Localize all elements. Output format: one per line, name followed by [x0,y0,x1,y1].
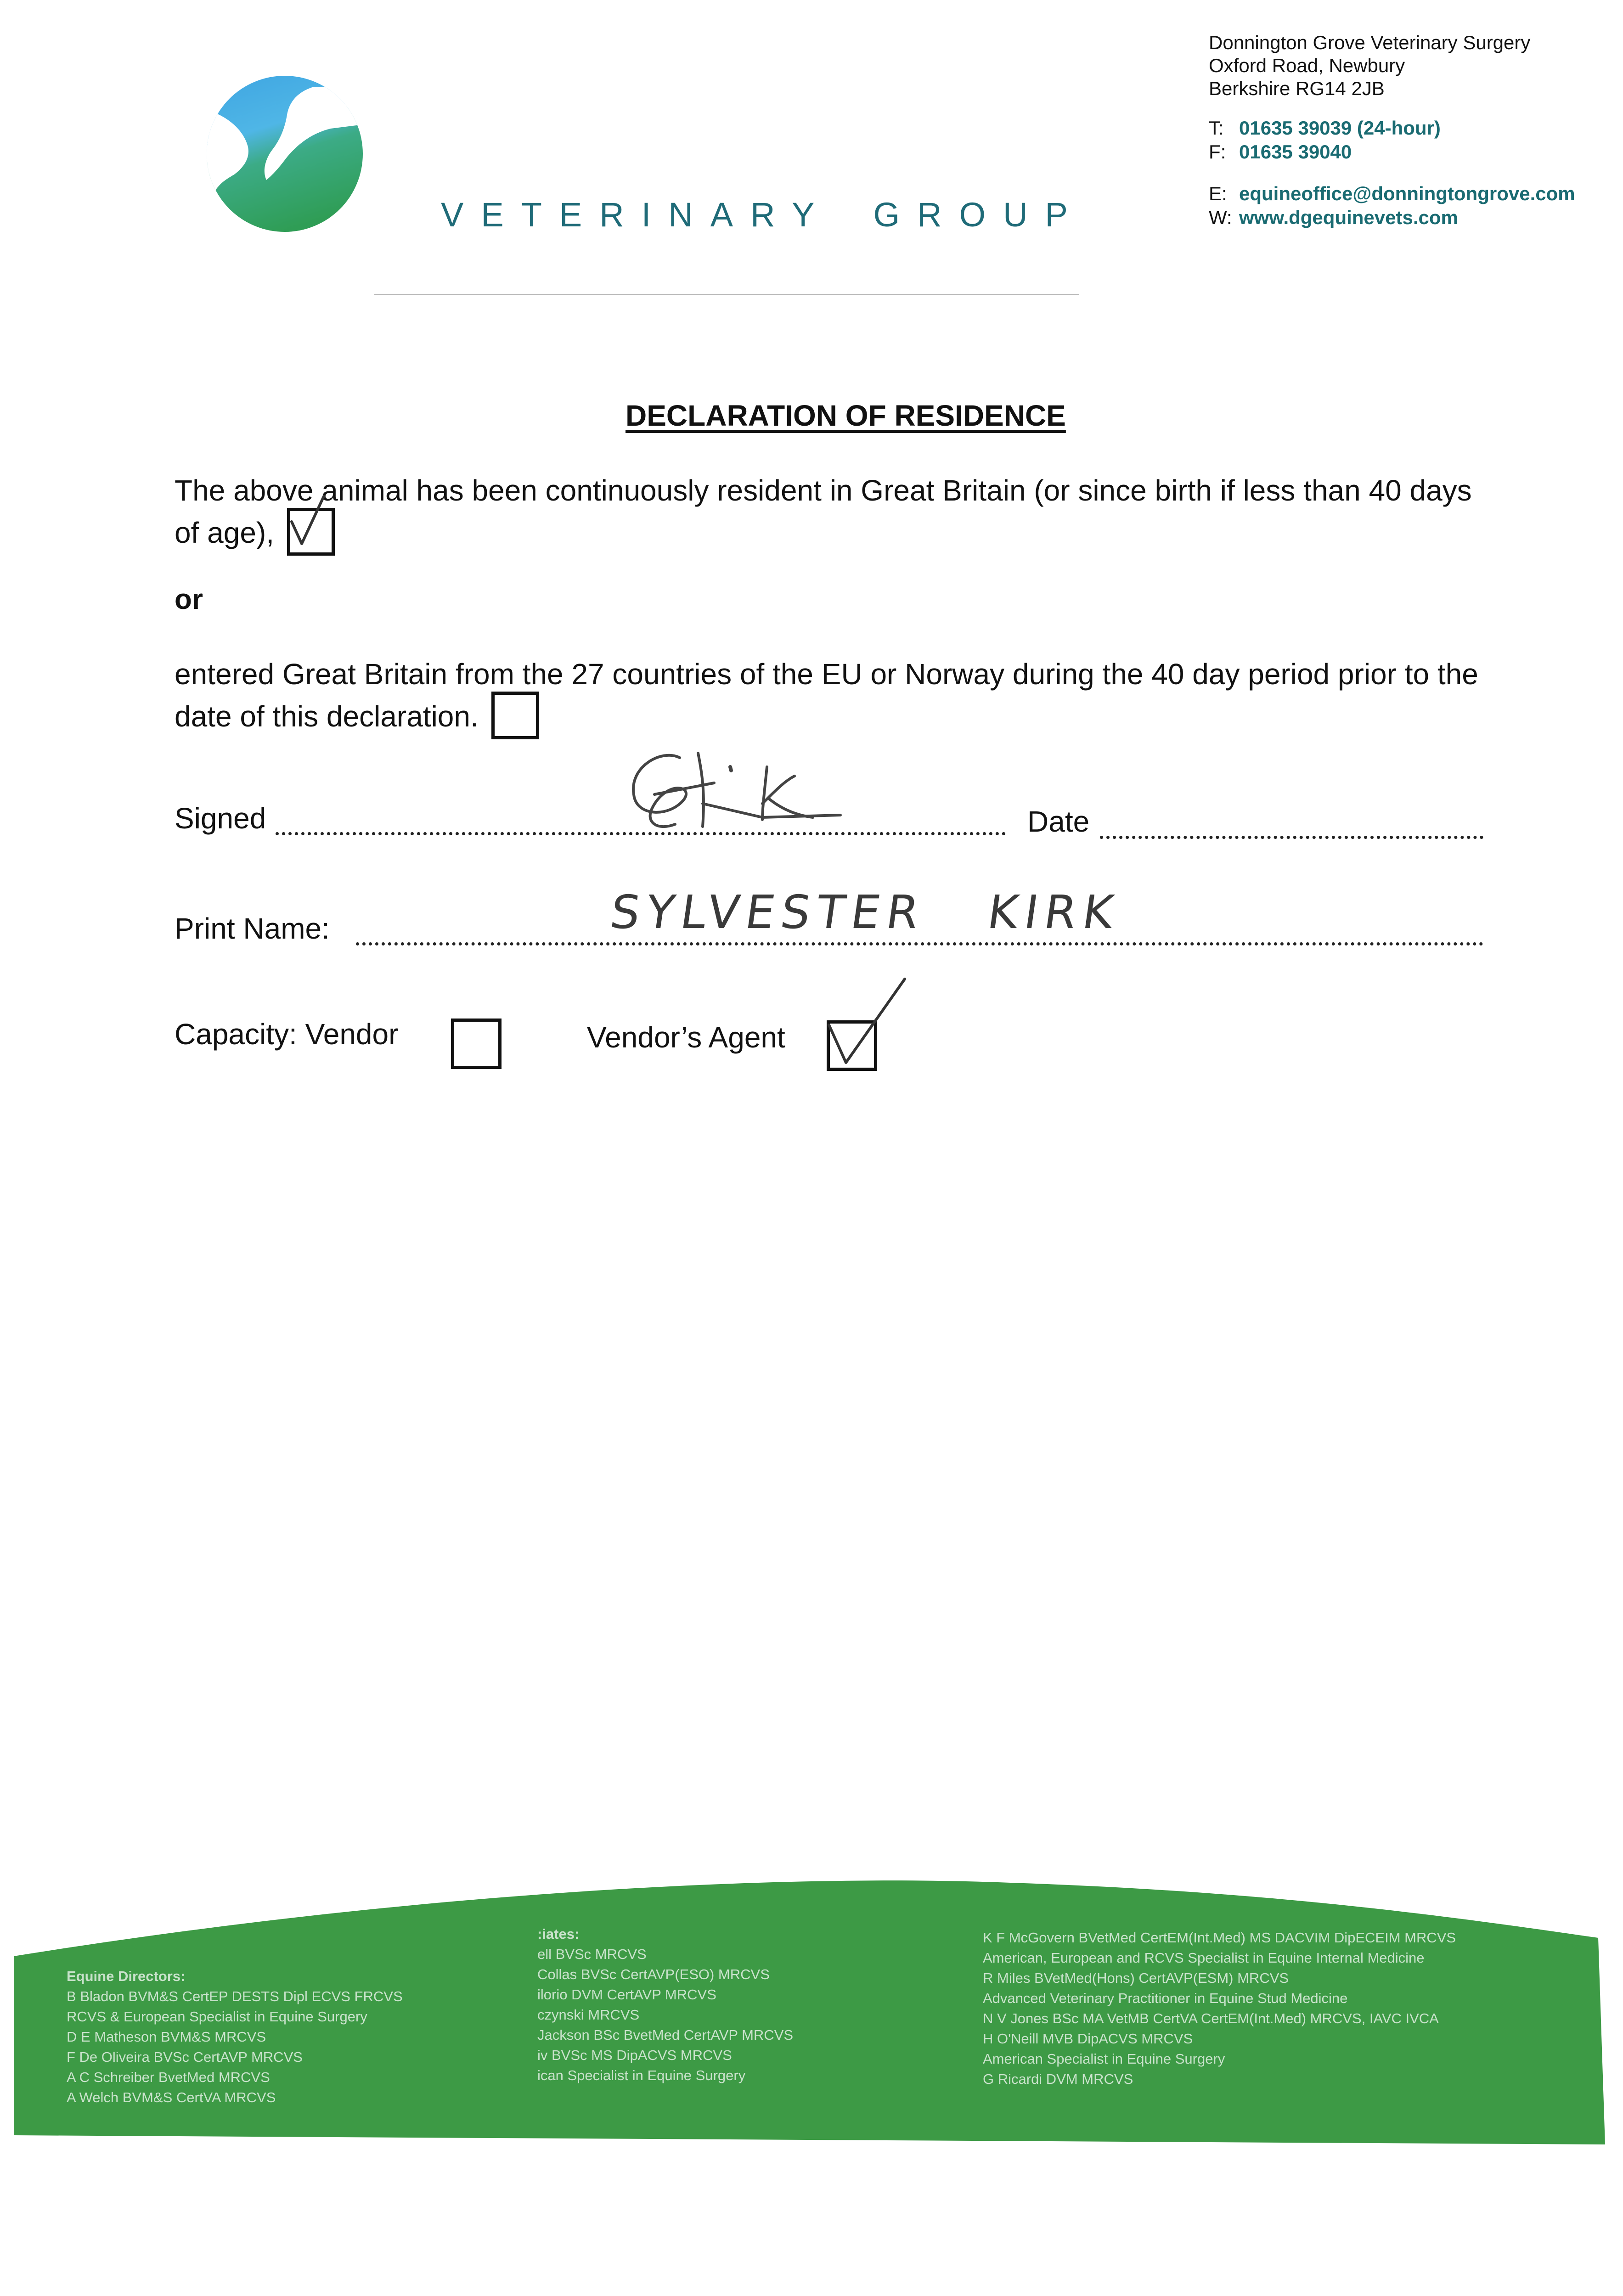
footer-directors-heading: Equine Directors: [67,1968,186,1984]
option-resident-checkbox[interactable] [287,508,335,556]
footer-associates-line: ican Specialist in Equine Surgery [537,2067,746,2083]
print-name-value: SYLVESTER KIRK [607,885,1123,939]
address-line-3: Berkshire RG14 2JB [1209,78,1385,99]
group-title [441,195,1085,234]
capacity-vendor-checkbox[interactable] [451,1019,502,1069]
checkmark-icon [827,1020,877,1071]
practice-address [1209,31,1530,100]
capacity-label: Capacity: Vendor [175,1018,399,1051]
footer-associates-line: ell BVSc MRCVS [537,1946,647,1962]
checkmark-icon [287,508,335,556]
footer-clinicians-line: H O'Neill MVB DipACVS MRCVS [983,2031,1193,2047]
vendors-agent-label: Vendor’s Agent [587,1021,785,1054]
option-resident-paragraph [175,473,1497,556]
footer-directors-line: A C Schreiber BvetMed MRCVS [67,2069,270,2085]
fax-row [1209,141,1352,163]
capacity-agent-checkbox[interactable] [827,1020,877,1071]
print-name-line[interactable] [356,942,1483,945]
address-line-2: Oxford Road, Newbury [1209,55,1405,76]
footer-clinicians-line: K F McGovern BVetMed CertEM(Int.Med) MS DACVIM DipECEIM MRCVS [983,1930,1456,1946]
website-row [1209,207,1458,229]
signed-label: Signed [175,802,266,835]
telephone-label: T: [1209,117,1224,139]
footer-associates [537,1924,793,2086]
footer-associates-line: Jackson BSc BvetMed CertAVP MRCVS [537,2027,794,2043]
footer-clinicians-line: G Ricardi DVM MRCVS [983,2071,1133,2087]
option-eu-paragraph [175,657,1497,739]
footer-associates-heading: :iates: [537,1926,580,1942]
footer-directors-line: F De Oliveira BVSc CertAVP MRCVS [67,2049,303,2065]
footer-associates-line: ilorio DVM CertAVP MRCVS [537,1986,716,2003]
website-link[interactable]: www.dgequinevets.com [1239,207,1458,228]
declaration-title: DECLARATION OF RESIDENCE [626,399,1066,432]
fax-value: 01635 39040 [1239,141,1352,163]
footer-equine-directors [67,1966,403,2108]
veterinary-group-logo [193,60,367,243]
email-label: E: [1209,183,1227,204]
option-eu-checkbox[interactable] [491,692,539,739]
website-label: W: [1209,207,1232,228]
footer-directors-line: A Welch BVM&S CertVA MRCVS [67,2089,276,2105]
option-eu-text: entered Great Britain from the 27 countries of the EU or Norway during the 40 day period prior to the date of this declaration. [175,658,1478,733]
footer-directors-line: B Bladon BVM&S CertEP DESTS Dipl ECVS FRCVS [67,1988,403,2004]
option-resident-text: The above animal has been continuously resident in Great Britain (or since birth if less than 40 days of age), [175,474,1472,549]
footer-associates-line: Collas BVSc CertAVP(ESO) MRCVS [537,1966,770,1982]
email-link[interactable]: equineoffice@donningtongrove.com [1239,183,1575,204]
footer-clinicians-line: N V Jones BSc MA VetMB CertVA CertEM(Int.Med) MRCVS, IAVC IVCA [983,2010,1439,2026]
or-separator: or [175,584,203,615]
date-line[interactable] [1100,836,1483,839]
email-row [1209,183,1575,205]
header-divider [374,294,1079,295]
footer-clinicians-line: American Specialist in Equine Surgery [983,2051,1225,2067]
footer-associates-line: czynski MRCVS [537,2007,640,2023]
fax-label: F: [1209,141,1226,163]
footer-directors-line: RCVS & European Specialist in Equine Surgery [67,2009,367,2025]
footer-directors-line: D E Matheson BVM&S MRCVS [67,2029,266,2045]
print-name-label: Print Name: [175,912,330,945]
telephone-value: 01635 39039 (24-hour) [1239,117,1441,139]
group-title-left: VETERINARY [441,196,832,234]
footer-associates-line: iv BVSc MS DipACVS MRCVS [537,2047,732,2063]
footer-clinicians [983,1928,1456,2089]
date-label: Date [1027,805,1090,838]
telephone-row [1209,117,1441,139]
footer-clinicians-line: R Miles BVetMed(Hons) CertAVP(ESM) MRCVS [983,1970,1289,1986]
footer-clinicians-line: American, European and RCVS Specialist in Equine Internal Medicine [983,1950,1425,1966]
group-title-right: GROUP [873,196,1085,234]
signature-image [611,739,850,836]
footer-clinicians-line: Advanced Veterinary Practitioner in Equine Stud Medicine [983,1990,1348,2006]
address-line-1: Donnington Grove Veterinary Surgery [1209,32,1531,53]
